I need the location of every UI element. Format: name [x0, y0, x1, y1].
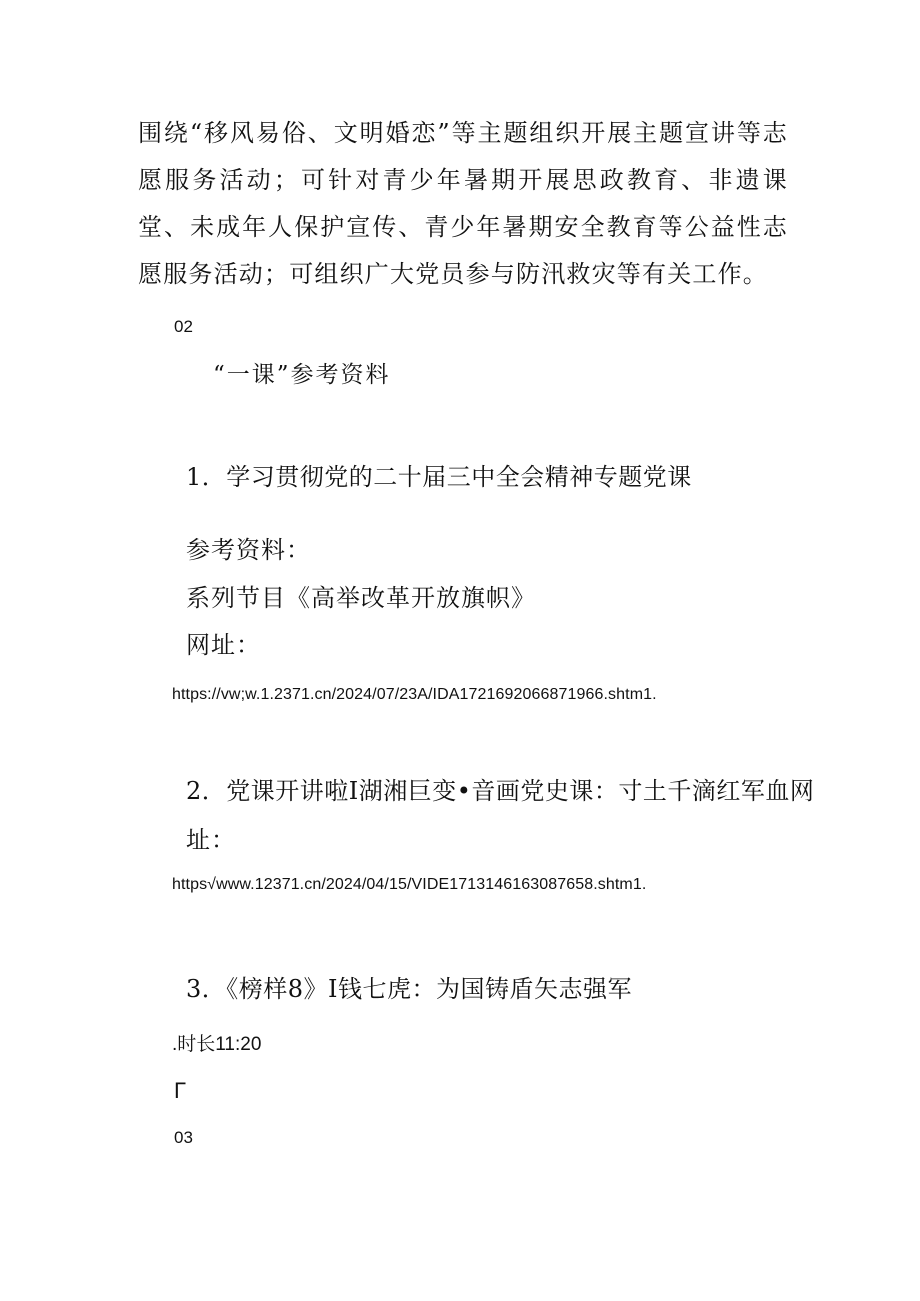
item-1-program: 系列节目《高举改革开放旗帜》	[186, 584, 536, 612]
section-number-02: 02	[174, 317, 193, 336]
intro-paragraph: 围绕“移风易俗、文明婚恋”等主题组织开展主题宣讲等志愿服务活动；可针对青少年暑期开展思政教育、非遗课堂、未成年人保护宣传、青少年暑期安全教育等公益性志愿服务活动；可组织广大党员参与防汛救灾等有关工作。	[138, 119, 788, 288]
item-1-title: 1．学习贯彻党的二十届三中全会精神专题党课	[186, 463, 692, 491]
section-title: “一课”参考资料	[213, 362, 391, 388]
item-2-url[interactable]: https√www.12371.cn/2024/04/15/VIDE1713146163087658.shtm1.	[172, 876, 647, 893]
item-3-duration: .时长11:20	[172, 1034, 262, 1055]
item-1-ref-label: 参考资料：	[186, 536, 311, 564]
item-3-mark: Γ	[174, 1078, 187, 1103]
section-number-03: 03	[174, 1128, 193, 1147]
item-3-title: 3．《榜样8》I钱七虎：为国铸盾矢志强军	[186, 975, 633, 1003]
item-1-url-label: 网址：	[186, 631, 261, 659]
item-1-url[interactable]: https://vw;w.1.2371.cn/2024/07/23A/IDA1721692066871966.shtm1.	[172, 686, 657, 703]
item-2-title: 2．党课开讲啦I湖湘巨变•音画党史课：寸土千滴红军血网	[186, 777, 815, 805]
item-2-title-continued: 址：	[186, 826, 236, 854]
